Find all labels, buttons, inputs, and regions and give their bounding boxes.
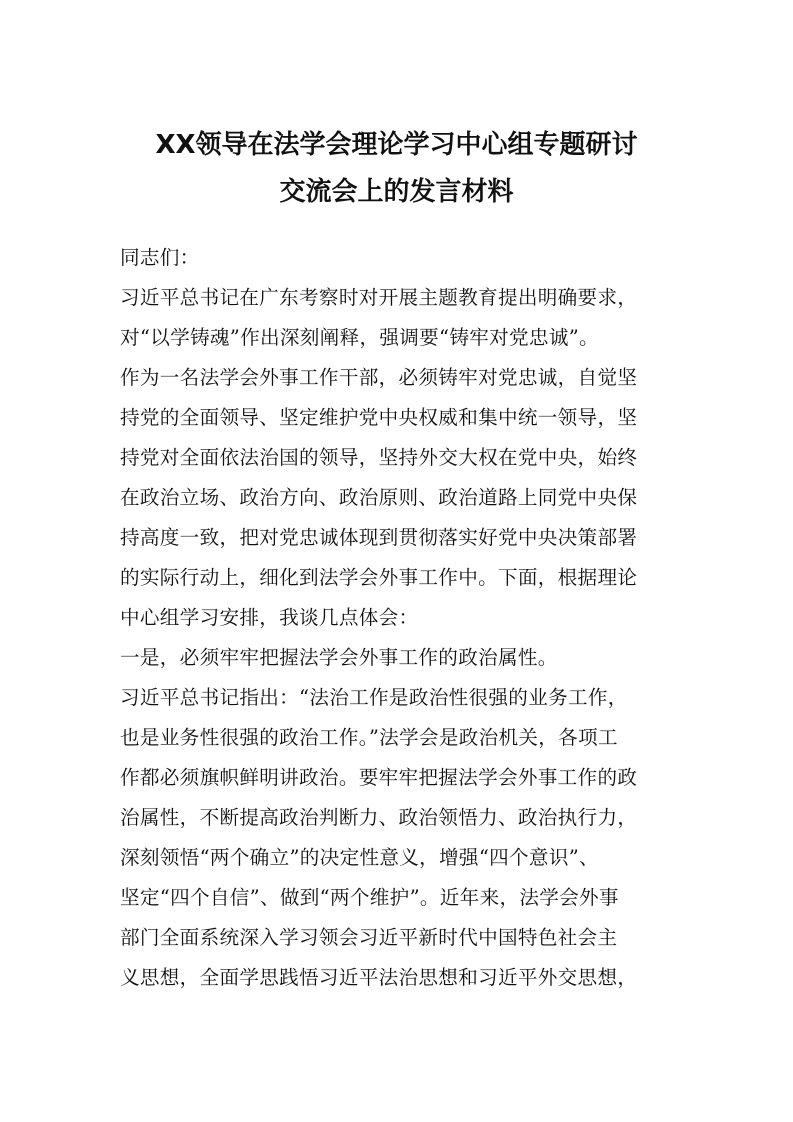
body-line: 习近平总书记在广东考察时对开展主题教育提出明确要求， bbox=[120, 286, 638, 309]
body-line: 治属性，不断提高政治判断力、政治领悟力、政治执行力， bbox=[120, 806, 638, 829]
body-line: 持党对全面依法治国的领导，坚持外交大权在党中央，始终 bbox=[120, 446, 638, 469]
body-line: 义思想，全面学思践悟习近平法治思想和习近平外交思想， bbox=[120, 966, 638, 989]
body-line: 的实际行动上，细化到法学会外事工作中。下面，根据理论 bbox=[120, 566, 638, 589]
body-line: 作为一名法学会外事工作干部，必须铸牢对党忠诚，自觉坚 bbox=[120, 366, 638, 389]
body-line: 坚定“四个自信”、做到“两个维护”。近年来，法学会外事 bbox=[120, 886, 619, 909]
body-line: 中心组学习安排，我谈几点体会： bbox=[120, 606, 419, 629]
body-line: 持高度一致，把对党忠诚体现到贯彻落实好党中央决策部署 bbox=[120, 526, 638, 549]
body-line: 持党的全面领导、坚定维护党中央权威和集中统一领导，坚 bbox=[120, 406, 638, 429]
body-line: 作都必须旗帜鲜明讲政治。要牢牢把握法学会外事工作的政 bbox=[120, 766, 638, 789]
body-line: 习近平总书记指出：“法治工作是政治性很强的业务工作， bbox=[120, 686, 628, 709]
body-line: 在政治立场、政治方向、政治原则、政治道路上同党中央保 bbox=[120, 486, 638, 509]
document-title-line-2: 交流会上的发言材料 bbox=[279, 177, 514, 207]
document-title-line-1: XX领导在法学会理论学习中心组专题研讨 bbox=[155, 130, 638, 160]
body-line: 也是业务性很强的政治工作。”法学会是政治机关，各项工 bbox=[120, 726, 618, 749]
body-line: 深刻领悟“两个确立”的决定性意义，增强“四个意识”、 bbox=[120, 846, 599, 869]
document-body bbox=[120, 238, 680, 998]
section-heading: 一是，必须牢牢把握法学会外事工作的政治属性。 bbox=[120, 646, 558, 669]
salutation: 同志们： bbox=[120, 246, 200, 269]
body-line: 部门全面系统深入学习领会习近平新时代中国特色社会主 bbox=[120, 926, 618, 949]
body-line: 对“以学铸魂”作出深刻阐释，强调要“铸牢对党忠诚”。 bbox=[120, 326, 599, 349]
